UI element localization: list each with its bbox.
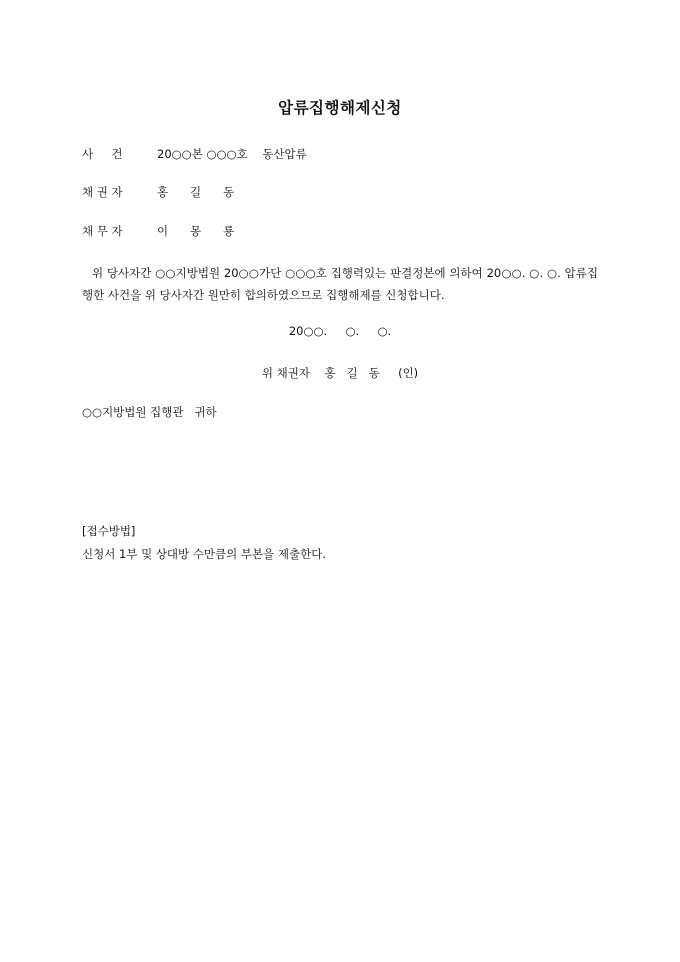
debtor-label: 채 무 자	[82, 224, 123, 238]
creditor-label: 채 권 자	[82, 185, 123, 199]
request-date: 20○○. ○. ○.	[288, 324, 392, 338]
debtor-name: 이 몽 룡	[157, 224, 235, 238]
note-heading: [접수방법]	[82, 524, 136, 538]
document-title: 압류집행해제신청	[278, 99, 402, 117]
case-label: 사 건	[82, 147, 123, 161]
request-body: 위 당사자간 ○○지방법원 20○○가단 ○○○호 집행력있는 판결정본에 의하여 20○○. ○. ○. 압류집행한 사건을 위 당사자간 원만히 합의하였으므로 집행해제를 신청합니다.	[82, 266, 598, 302]
addressee: ○○지방법원 집행관 귀하	[82, 405, 217, 419]
note-body: 신청서 1부 및 상대방 수만큼의 부본을 제출한다.	[82, 547, 326, 561]
applicant-signature: 위 채권자 홍 길 동 (인)	[261, 366, 419, 380]
creditor-name: 홍 길 동	[157, 185, 235, 199]
case-value: 20○○본 ○○○호 동산압류	[157, 147, 307, 161]
